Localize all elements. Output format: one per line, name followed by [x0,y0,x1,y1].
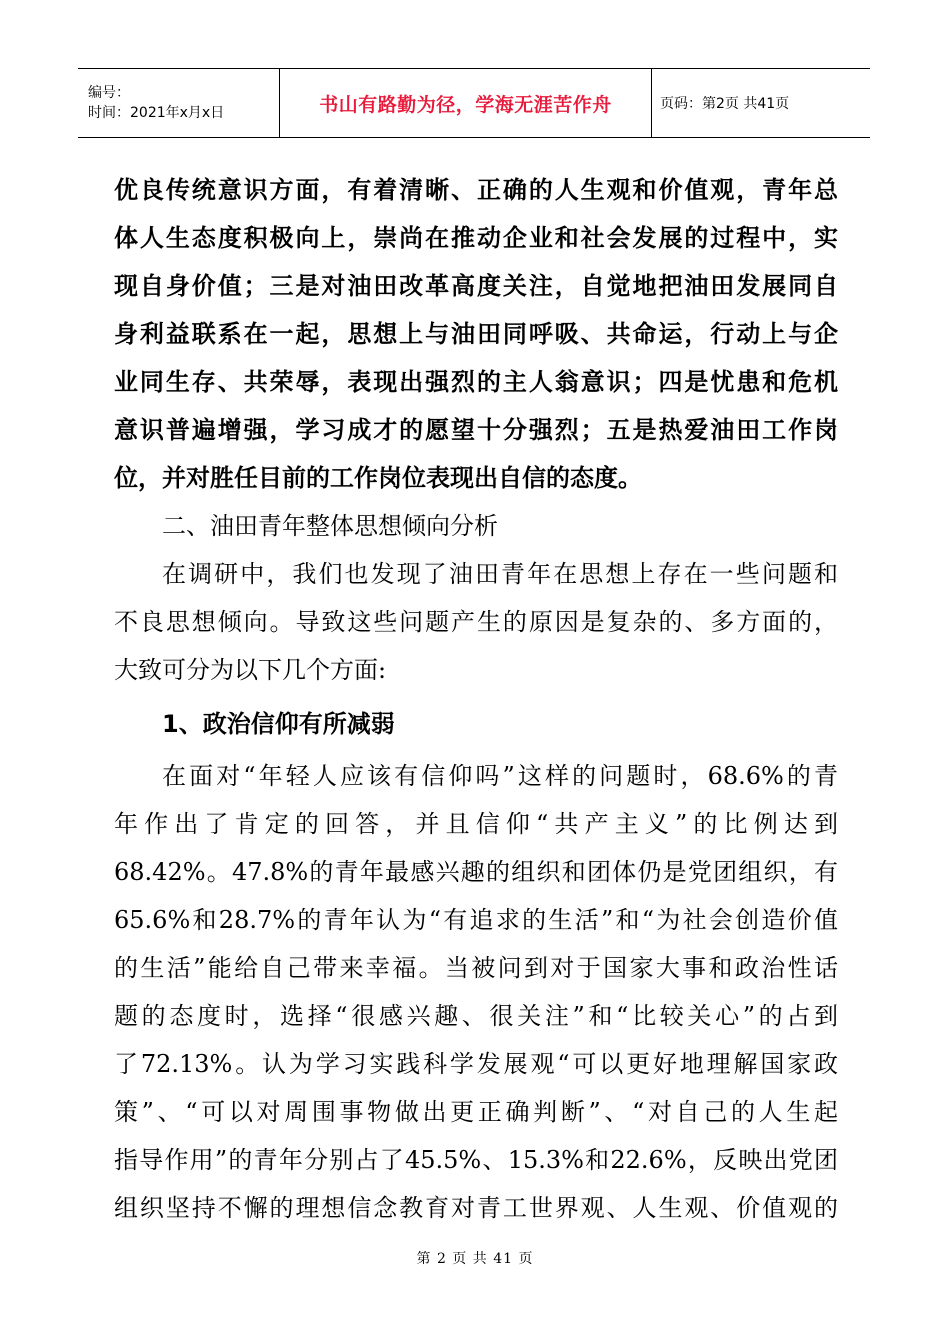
page-footer: 第 2 页 共 41 页 [416,1251,534,1267]
text-line: 大致可分为以下几个方面: [114,656,387,684]
text-line: 了72.13%。认为学习实践科学发展观“可以更好地理解国家政 [114,1050,838,1078]
text-line: 在调研中，我们也发现了油田青年在思想上存在一些问题和 [162,560,838,588]
text-line: 现自身价值；三是对油田改革高度关注，自觉地把油田发展同自 [114,272,838,300]
text-line: 业同生存、共荣辱，表现出强烈的主人翁意识；四是忧患和危机 [114,368,838,396]
detail-paragraph [114,752,838,1232]
text-line: 策”、“可以对周围事物做出更正确判断”、“对自己的人生起 [114,1098,838,1126]
header-page-info: 页码：第2页 共41页 [660,96,790,112]
bold-paragraph [114,166,838,502]
document-number-label: 编号： [88,85,130,101]
text-line: 位，并对胜任目前的工作岗位表现出自信的态度。 [114,464,642,492]
page-header [78,68,870,138]
subheading: 1、政治信仰有所减弱 [162,710,395,738]
header-motto: 书山有路勤为径，学海无涯苦作舟 [280,69,652,137]
text-line: 题的态度时，选择“很感兴趣、很关注”和“比较关心”的占到 [114,1002,838,1030]
text-line: 组织坚持不懈的理想信念教育对青工世界观、人生观、价值观的 [114,1194,838,1222]
text-line: 优良传统意识方面，有着清晰、正确的人生观和价值观，青年总 [114,176,838,204]
text-line: 65.6%和28.7%的青年认为“有追求的生活”和“为社会创造价值 [114,906,838,934]
text-line: 年作出了肯定的回答，并且信仰“共产主义”的比例达到 [114,810,838,838]
text-line: 体人生态度积极向上，崇尚在推动企业和社会发展的过程中，实 [114,224,838,252]
text-line: 的生活”能给自己带来幸福。当被问到对于国家大事和政治性话 [114,954,838,982]
text-line: 在面对“年轻人应该有信仰吗”这样的问题时，68.6%的青 [162,762,838,790]
header-meta [78,69,280,137]
section-heading: 二、油田青年整体思想倾向分析 [162,512,498,540]
text-line: 身利益联系在一起，思想上与油田同呼吸、共命运，行动上与企 [114,320,838,348]
document-body [114,166,838,1232]
document-time-label: 时间：2021年x月x日 [88,105,225,121]
text-line: 指导作用”的青年分别占了45.5%、15.3%和22.6%，反映出党团 [114,1146,838,1174]
text-line: 68.42%。47.8%的青年最感兴趣的组织和团体仍是党团组织，有 [114,858,838,886]
text-line: 不良思想倾向。导致这些问题产生的原因是复杂的、多方面的， [114,608,838,636]
intro-paragraph [114,550,838,694]
text-line: 意识普遍增强，学习成才的愿望十分强烈；五是热爱油田工作岗 [114,416,838,444]
